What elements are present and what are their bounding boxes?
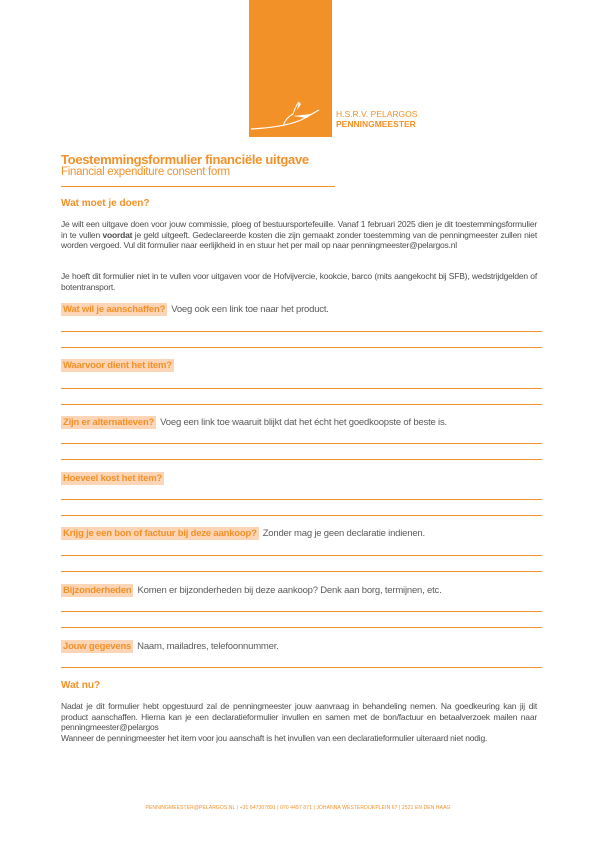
question-4 xyxy=(61,473,168,484)
title-divider xyxy=(61,186,335,187)
answer-line[interactable] xyxy=(61,515,542,516)
question-label: Wat wil je aanschaffen? xyxy=(63,304,166,315)
answer-line[interactable] xyxy=(61,331,542,332)
question-5 xyxy=(61,528,425,539)
answer-line[interactable] xyxy=(61,388,542,389)
answer-line[interactable] xyxy=(61,555,542,556)
outro-paragraph-1: Nadat je dit formulier hebt opgestuurd zal de penningmeester jouw aanvraag in behandeling nemen. Na goedkeuring kan jij dit product aanschaffen. Hierna kan je een declaratieformulier invullen en samen met de bon/factuur en betaalverzoek mailen naar penningmeester@pelargos xyxy=(61,701,537,732)
question-label: Hoeveel kost het item? xyxy=(63,473,163,484)
question-6 xyxy=(61,585,442,596)
question-hint: Voeg ook een link toe naar het product. xyxy=(171,304,329,315)
answer-line[interactable] xyxy=(61,627,542,628)
pelargos-logo xyxy=(249,0,332,137)
question-hint: Voeg een link toe waaruit blijkt dat het écht het goedkoopste of beste is. xyxy=(160,417,447,428)
logo-block xyxy=(249,0,332,137)
intro-paragraph-2: Je hoeft dit formulier niet in te vullen voor uitgaven voor de Hofvijvercie, kookcie, barco (mits aangekocht bij SFB), wedstrijdgelden of botentransport. xyxy=(61,271,537,292)
question-hint: Naam, mailadres, telefoonnummer. xyxy=(137,641,279,652)
question-label: Waarvoor dient het item? xyxy=(63,360,172,371)
answer-line[interactable] xyxy=(61,499,542,500)
intro-heading: Wat moet je doen? xyxy=(61,198,150,209)
footer-contact: PENNINGMEESTER@PELARGOS.NL | +31 647307891 | 070 4457 871 | JOHANNA WESTERDIJKPLEIN 67 | 2521 EN DEN HAAG xyxy=(145,805,451,811)
question-hint: Zonder mag je geen declaratie indienen. xyxy=(262,528,425,539)
intro-text-b: je geld uitgeeft. Gedeclareerde kosten die zijn gemaakt zonder toestemming van de penningmeester zullen niet worden vergoed. Vul dit formulier naar eerlijkheid in en stuur het per mail op naar penningmeester@pelargos.nl xyxy=(61,229,537,250)
club-name: H.S.R.V. PELARGOS xyxy=(336,109,418,119)
question-label: Bijzonderheden xyxy=(63,585,132,596)
outro-paragraph-2: Wanneer de penningmeester het item voor jou aanschaft is het invullen van een declaratieformulier uiteraard niet nodig. xyxy=(61,732,488,743)
answer-line[interactable] xyxy=(61,404,542,405)
intro-paragraph-1 xyxy=(61,219,537,251)
question-label: Zijn er alternatieven? xyxy=(63,417,155,428)
question-1 xyxy=(61,304,329,315)
intro-text-bold: voordat xyxy=(102,229,133,240)
question-7 xyxy=(61,641,279,652)
question-label: Krijg je een bon of factuur bij deze aankoop? xyxy=(63,528,257,539)
page-title: Toestemmingsformulier financiële uitgave xyxy=(61,152,309,167)
outro-paragraphs xyxy=(61,701,537,743)
outro-heading: Wat nu? xyxy=(61,680,101,691)
answer-line[interactable] xyxy=(61,459,542,460)
question-label: Jouw gegevens xyxy=(63,641,132,652)
answer-line[interactable] xyxy=(61,571,542,572)
answer-line[interactable] xyxy=(61,443,542,444)
question-hint: Komen er bijzonderheden bij deze aankoop? Denk aan borg, termijnen, etc. xyxy=(137,585,442,596)
answer-line[interactable] xyxy=(61,611,542,612)
page-subtitle: Financial expenditure consent form xyxy=(61,166,230,178)
question-3 xyxy=(61,417,447,428)
club-header xyxy=(336,109,417,129)
role-label: PENNINGMEESTER xyxy=(336,119,416,129)
intro-text-a: Je wilt een uitgave doen voor jouw commissie, ploeg of bestuursportefeuille. Vanaf 1 februari 2025 dien je dit toestemmingsformulier in te vullen xyxy=(61,219,537,240)
answer-line[interactable] xyxy=(61,347,542,348)
answer-line[interactable] xyxy=(61,667,542,668)
question-2 xyxy=(61,360,178,371)
